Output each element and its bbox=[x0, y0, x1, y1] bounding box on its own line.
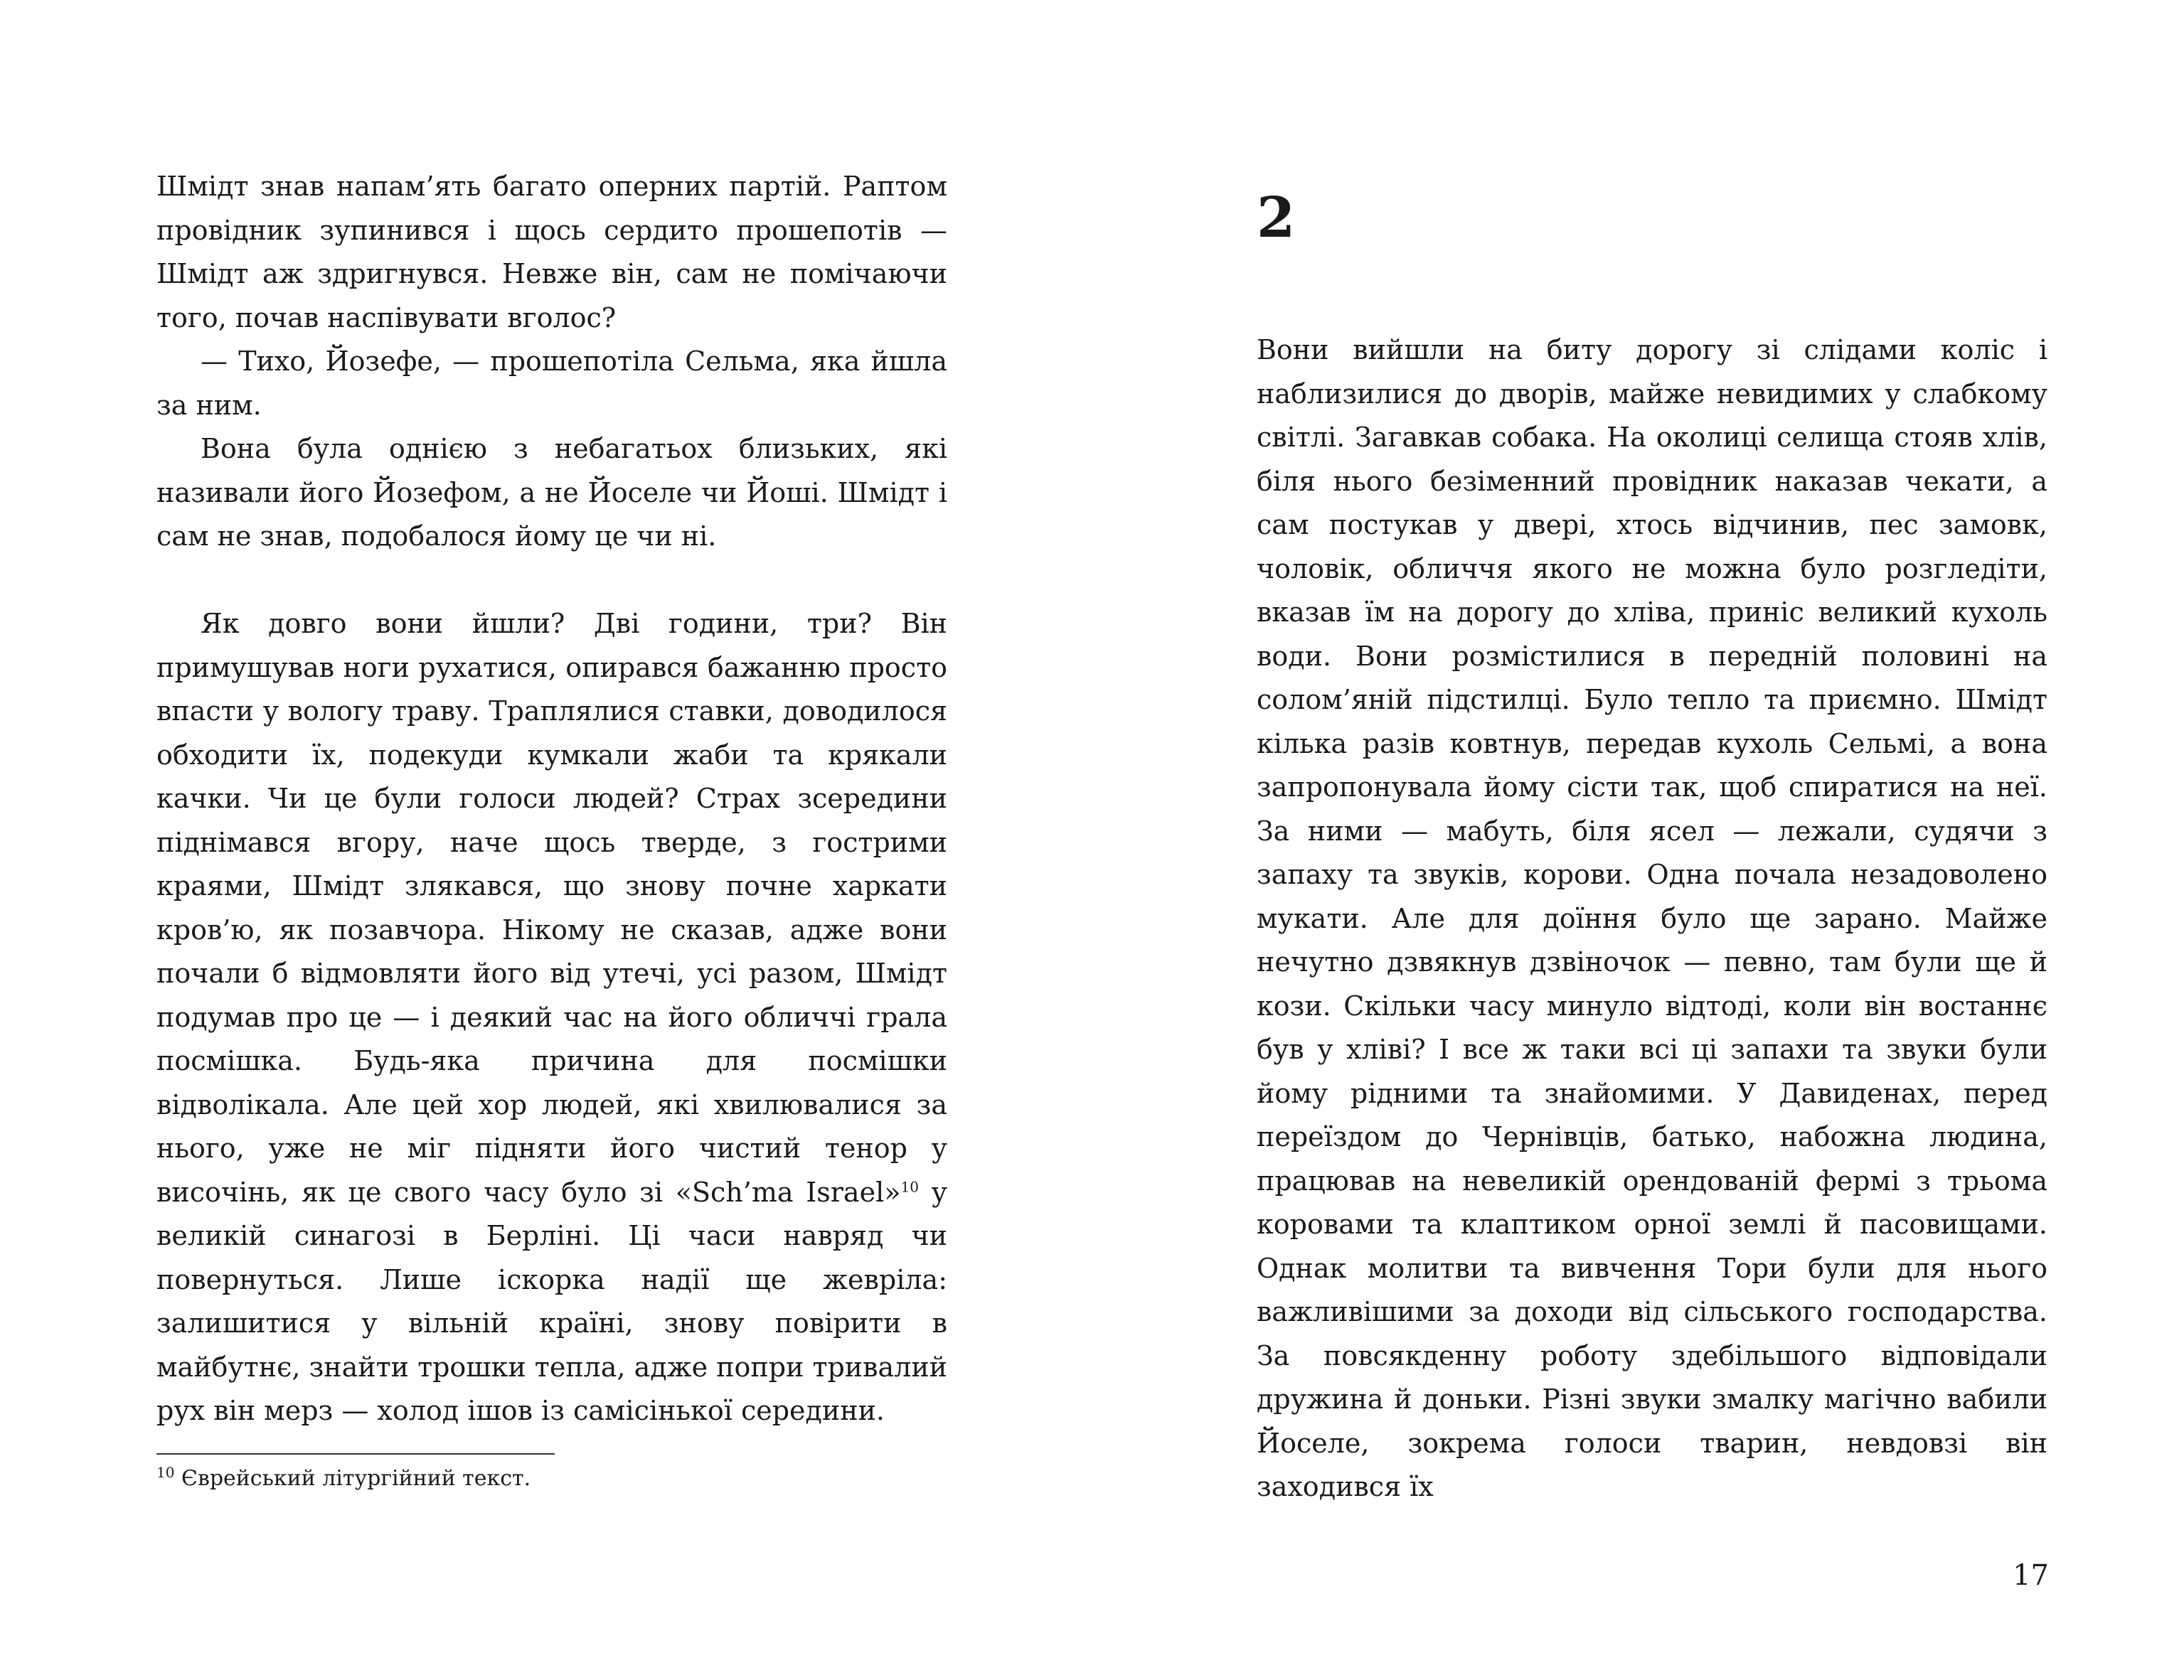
paragraph-text: у великій синагозі в Берліні. Ці часи навряд чи повернуться. Лише іскорка надії ще жевріла: залишитися у вільній країні, знову повірити в майбутнє, знайти трошки тепла, адже попри тривалий рух він мерз — холод ішов із самісінької середини. bbox=[156, 1176, 948, 1426]
paragraph: Вони вийшли на биту дорогу зі слідами коліс і наблизилися до дворів, майже невидимих у слабкому світлі. Загавкав собака. На околиці селища стояв хлів, біля нього безіменний провідник наказав чекати, а сам постукав у двері, хтось відчинив, пес замовк, чоловік, обличчя якого не можна було розгледіти, вказав їм на дорогу до хліва, приніс великий кухоль води. Вони розмістилися в передній половині на солом’яній підстилці. Було тепло та приємно. Шмідт кілька разів ковтнув, передав кухоль Сельмі, а вона запропонувала йому сісти так, щоб спиратися на неї. За ними — мабуть, біля ясел — лежали, судячи з запаху та звуків, корови. Одна почала незадоволено мукати. Але для доїння було ще зарано. Майже нечутно дзвякнув дзвіночок — певно, там були ще й кози. Скільки часу минуло відтоді, коли він востаннє був у хліві? І все ж таки всі ці запахи та звуки були йому рідними та знайомими. У Давиденах, перед переїздом до Чернівців, батько, набожна людина, працював на невеликій орендованій фермі з трьома коровами та клаптиком орної землі й пасовищами. Однак молитви та вивчення Тори були для нього важливішими за доходи від сільського господарства. За повсякденну роботу здебільшого відповідали дружина й доньки. Різні звуки змалку магічно вабили Йоселе, зокрема голоси тварин, невдовзі він заходився їх bbox=[1257, 334, 2047, 1502]
footnote-text: Єврейський літургійний текст. bbox=[174, 1466, 531, 1491]
footnote-mark: 10 bbox=[156, 1464, 175, 1481]
page-number: 17 bbox=[2013, 1559, 2049, 1592]
paragraph bbox=[156, 602, 947, 1433]
right-text-column bbox=[1257, 328, 2047, 1509]
paragraph: — Тихо, Йозефе, — прошепотіла Сельма, яка йшла за ним. bbox=[156, 346, 947, 421]
footnote bbox=[156, 1465, 939, 1493]
paragraph: Шмідт знав напам’ять багато оперних партій. Раптом провідник зупинився і щось сердито прошепотів — Шмідт аж здригнувся. Невже він, сам не помічаючи того, почав наспівувати вголос? bbox=[156, 171, 947, 333]
right-page bbox=[1092, 0, 2184, 1680]
paragraph: Вона була однією з небагатьох близьких, які називали його Йозефом, а не Йоселе чи Йоші. Шмідт і сам не знав, подобалося йому це чи ні. bbox=[156, 433, 947, 552]
paragraph-text: Як довго вони йшли? Дві години, три? Він примушував ноги рухатися, опирався бажанню просто впасти у вологу траву. Траплялися ставки, доводилося обходити їх, подекуди кумкали жаби та крякали качки. Чи це були голоси людей? Страх зсередини піднімався вгору, наче щось тверде, з гострими краями, Шмідт злякався, що знову почне харкати кров’ю, як позавчора. Нікому не сказав, адже вони почали б відмовляти його від утечі, усі разом, Шмідт подумав про це — і деякий час на його обличчі грала посмішка. Будь-яка причина для посмішки відволікала. Але цей хор людей, які хвилювалися за нього, уже не міг підняти його чистий тенор у височінь, як це свого часу було зі «Sch’ma Israel» bbox=[156, 608, 947, 1208]
footnote-divider bbox=[156, 1453, 555, 1455]
footnote-reference: 10 bbox=[900, 1177, 919, 1195]
left-text-column bbox=[156, 165, 947, 1433]
chapter-number: 2 bbox=[1257, 186, 1296, 250]
